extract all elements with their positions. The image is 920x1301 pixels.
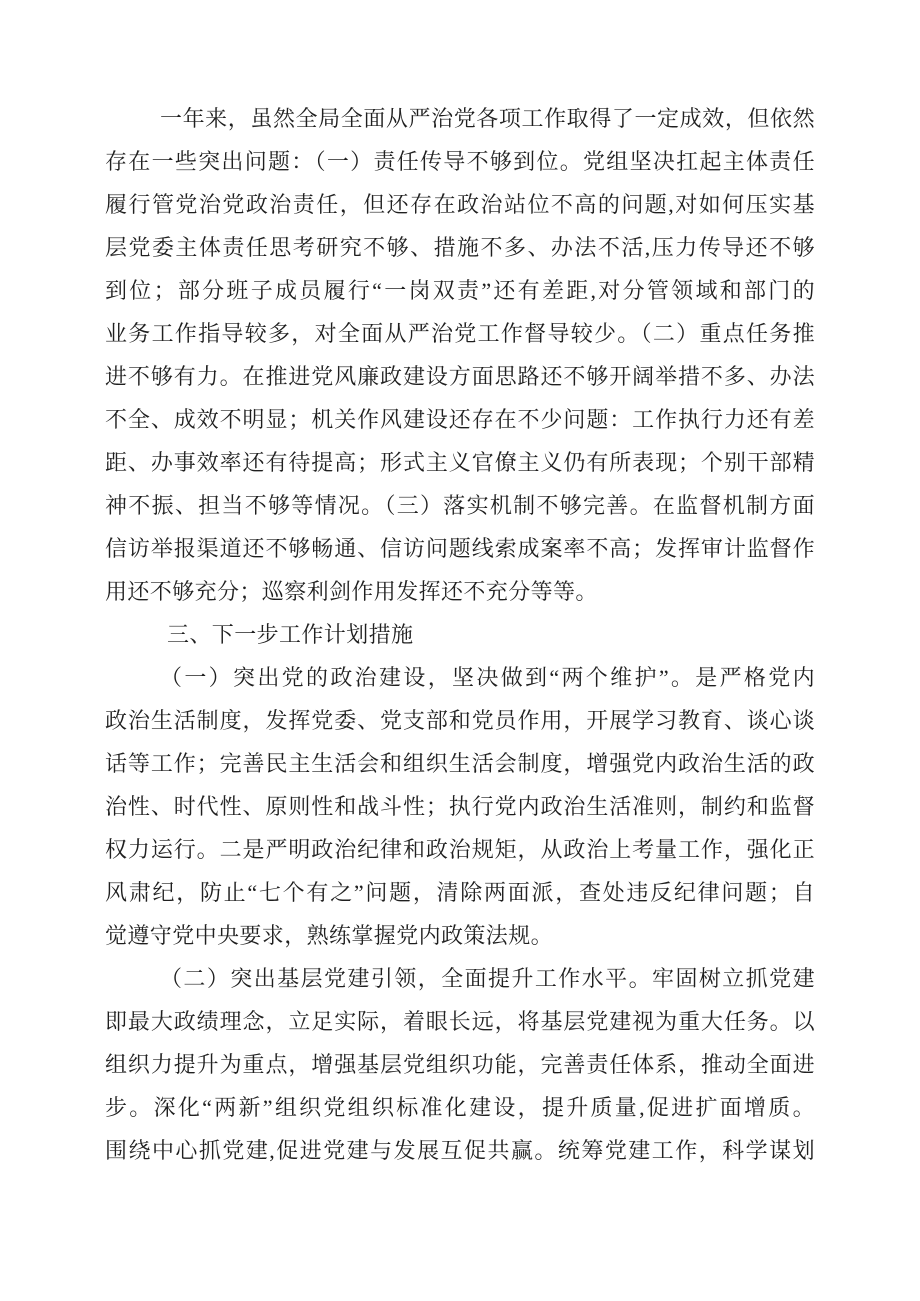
- text-line: 组织力提升为重点，增强基层党组织功能，完善责任体系，推动全面进: [105, 1052, 815, 1077]
- text-line: 围绕中心抓党建,促进党建与发展互促共赢。统筹党建工作，科学谋划: [105, 1138, 815, 1163]
- text-line: 履行管党治党政治责任，但还存在政治站位不高的问题,对如何压实基: [105, 192, 815, 217]
- text-line: 神不振、担当不够等情况。（三）落实机制不够完善。在监督机制方面: [105, 493, 815, 518]
- text-line: 用还不够充分；巡察利剑作用发挥还不充分等等。: [105, 579, 598, 604]
- text-line: （一）突出党的政治建设，坚决做到“两个维护”。是严格党内: [160, 665, 815, 690]
- text-line: 步。深化“两新”组织党组织标准化建设，提升质量,促进扩面增质。: [105, 1095, 815, 1120]
- section-heading-line: 三、下一步工作计划措施: [167, 622, 414, 647]
- paragraph-problems-summary: [105, 97, 815, 613]
- text-line: 风肃纪，防止“七个有之”问题，清除两面派，查处违反纪律问题；自: [105, 880, 815, 905]
- text-line: 即最大政绩理念，立足实际，着眼长远，将基层党建视为重大任务。以: [105, 1009, 815, 1034]
- text-line: 治性、时代性、原则性和战斗性；执行党内政治生活准则，制约和监督: [105, 794, 815, 819]
- text-line: 进不够有力。在推进党风廉政建设方面思路还不够开阔举措不多、办法: [105, 364, 815, 389]
- text-line: 业务工作指导较多，对全面从严治党工作督导较少。（二）重点任务推: [105, 321, 815, 346]
- paragraph-section-heading: [105, 613, 815, 656]
- text-line: （二）突出基层党建引领，全面提升工作水平。牢固树立抓党建: [160, 966, 815, 991]
- text-line: 觉遵守党中央要求，熟练掌握党内政策法规。: [105, 923, 554, 948]
- text-line: 话等工作；完善民主生活会和组织生活会制度，增强党内政治生活的政: [105, 751, 815, 776]
- text-line: 存在一些突出问题：（一）责任传导不够到位。党组坚决扛起主体责任: [105, 149, 815, 174]
- text-line: 不全、成效不明显；机关作风建设还存在不少问题：工作执行力还有差: [105, 407, 815, 432]
- text-line: 到位；部分班子成员履行“一岗双责”还有差距,对分管领域和部门的: [105, 278, 815, 303]
- text-line: 信访举报渠道还不够畅通、信访问题线索成案率不高；发挥审计监督作: [105, 536, 815, 561]
- text-line: 政治生活制度，发挥党委、党支部和党员作用，开展学习教育、谈心谈: [105, 708, 815, 733]
- paragraph-plan-item-2: [105, 957, 815, 1172]
- text-line: 距、办事效率还有待提高；形式主义官僚主义仍有所表现；个别干部精: [105, 450, 815, 475]
- text-line: 权力运行。二是严明政治纪律和政治规矩，从政治上考量工作，强化正: [105, 837, 815, 862]
- text-line: 层党委主体责任思考研究不够、措施不多、办法不活,压力传导还不够: [105, 235, 815, 260]
- text-line: 一年来，虽然全局全面从严治党各项工作取得了一定成效，但依然: [160, 106, 815, 131]
- paragraph-plan-item-1: [105, 656, 815, 957]
